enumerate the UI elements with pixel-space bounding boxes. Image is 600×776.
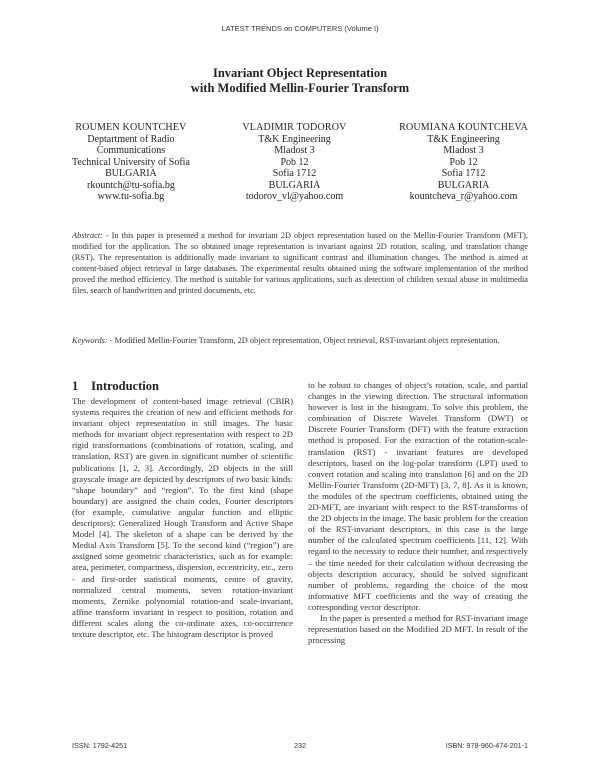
author-affiliation-line: Mladost 3 bbox=[443, 145, 484, 156]
body-paragraph: to be robust to changes of object’s rotation, scale, and partial changes in the viewing direction. The structural information however is lost in the histogram. To solve this problem, the combination of Discrete Wavelet Transform (DWT) or Discrete Fourier Transform (DFT) with the feature extraction method is proposed. For the extraction of the rotation-scale-translation (RST) - invariant features are developed descriptors, based on the log-polar transform (LPT) used to convert rotation and scaling into translation [6] and on the 2D Mellin-Fourier Transform (2D-MFT) [3, 7, 8]. As it is known, the modules of the spectrum coefficients, obtained using the 2D-MFT, are invariant with respect to the RST-transforms of the 2D objects in the image. The basic problem for the creation of the RST-invariant descriptors, in this case is the large number of the calculated spectrum coefficients [11, 12]. With regard to the necessity to reduce their number, and respectively – the time needed for their calculation without decreasing the objects description accuracy, should be solved significant number of problems, regarding the choice of the most informative MFT coefficients and the way of creating the corresponding vector descriptor. bbox=[308, 380, 528, 612]
author-name: VLADIMIR TODOROV bbox=[242, 122, 347, 133]
author-1 bbox=[72, 122, 190, 203]
author-affiliation-line: Sofia 1712 bbox=[441, 168, 486, 179]
abstract-label: Abstract: bbox=[72, 231, 103, 240]
author-affiliation-line: Technical University of Sofia bbox=[72, 156, 190, 168]
footer-issn: ISSN: 1792-4251 bbox=[72, 741, 128, 750]
author-country: BULGARIA bbox=[105, 168, 157, 179]
body-paragraph: The development of content-based image retrieval (CBIR) systems requires the creation of new and efficient methods for invariant object representation in still images. The basic methods for invariant object representation with respect to 2D rigid transformations (combinations of rotation, scaling, and translation, RST) are given in significant number of scientific publications [1, 2, 3]. Accordingly, 2D objects in the still grayscale image are depicted by descriptors of two basic kinds: “shape boundary” and “region”. To the first kind (shape boundary) are assigned the chain codes, Fourier descriptors (for example, cumulative angular function and elliptic descriptors); Generalized Hough Transform and Active Shape Model [4]. The skeleton of a shape can be derived by the Medial Axis Transform [5]. To the second kind (“region”) are assigned some geometric characteristics, such as for example: area, perimeter, compactness, dispersion, eccentricity, etc., zero - and first-order statistical moments, centre of gravity, normalized central moments, seven rotation-invariant moments, Zernike polynomial rotation-and scale-invariant, affine transform invariant in respect to position, rotation and different scales along the co-ordinate axes, co-occurrence texture descriptor, etc. The histogram descriptor is proved bbox=[72, 396, 293, 639]
author-email[interactable]: todorov_vl@yahoo.com bbox=[245, 191, 344, 202]
author-country: BULGARIA bbox=[437, 179, 490, 191]
author-affiliation-line: Sofia 1712 bbox=[272, 168, 317, 179]
author-2 bbox=[242, 122, 346, 203]
section-heading bbox=[72, 379, 159, 394]
author-affiliation-line: Pob 12 bbox=[280, 156, 309, 168]
author-name: ROUMEN KOUNTCHEV bbox=[75, 122, 187, 133]
author-affiliation-line: T&K Engineering bbox=[427, 133, 500, 145]
section-title: Introduction bbox=[91, 379, 159, 393]
author-name: ROUMIANA KOUNTCHEVA bbox=[399, 122, 528, 133]
author-email[interactable]: kountcheva_r@yahoo.com bbox=[409, 191, 518, 202]
section-number: 1 bbox=[72, 379, 79, 393]
abstract bbox=[72, 231, 528, 296]
author-website[interactable]: www.tu-sofia.bg bbox=[97, 191, 165, 202]
running-header: LATEST TRENDS on COMPUTERS (Volume I) bbox=[221, 24, 379, 33]
paper-title bbox=[0, 66, 600, 96]
abstract-text: - In this paper is presented a method for invariant 2D object representation based on the Mellin-Fourier Transform (MFT), modified for the application. The so obtained image representation is invariant against 2D rotation, scaling, and translation change (RST). The representation is additionally made invariant to significant contrast and illumination changes. The method is aimed at content-based object retrieval in large databases. The experimental results obtained using the software implementation of the method proved the method efficiency. The method is suitable for various applications, such as detection of children sexual abuse in multimedia files, search of handwritten and printed documents, etc. bbox=[72, 231, 528, 295]
author-block bbox=[72, 122, 528, 203]
footer-page-number: 232 bbox=[294, 741, 306, 750]
left-column bbox=[72, 396, 293, 640]
author-affiliation-line: Deptartment of Radio bbox=[87, 133, 175, 145]
right-column bbox=[308, 380, 528, 646]
author-email[interactable]: rkountch@tu-sofia.bg bbox=[87, 179, 175, 191]
author-affiliation-line: Pob 12 bbox=[449, 156, 478, 168]
author-affiliation-line: Mladost 3 bbox=[274, 145, 315, 156]
author-country: BULGARIA bbox=[268, 179, 321, 191]
author-affiliation-line: Communications bbox=[96, 145, 166, 156]
title-line-2: with Modified Mellin-Fourier Transform bbox=[190, 81, 410, 95]
title-line-1: Invariant Object Representation bbox=[212, 66, 388, 80]
keywords bbox=[72, 336, 528, 347]
body-paragraph: In the paper is presented a method for RST-invariant image representation based on the Modified 2D MFT. In result of the processing bbox=[308, 612, 528, 646]
author-affiliation-line: T&K Engineering bbox=[258, 133, 331, 145]
footer-isbn: ISBN: 978-960-474-201-1 bbox=[445, 741, 528, 750]
keywords-text: - Modified Mellin-Fourier Transform, 2D object representation, Object retrieval, RST-invariant object representation. bbox=[109, 336, 500, 345]
keywords-label: Keywords: bbox=[72, 336, 108, 345]
author-3 bbox=[399, 122, 528, 203]
